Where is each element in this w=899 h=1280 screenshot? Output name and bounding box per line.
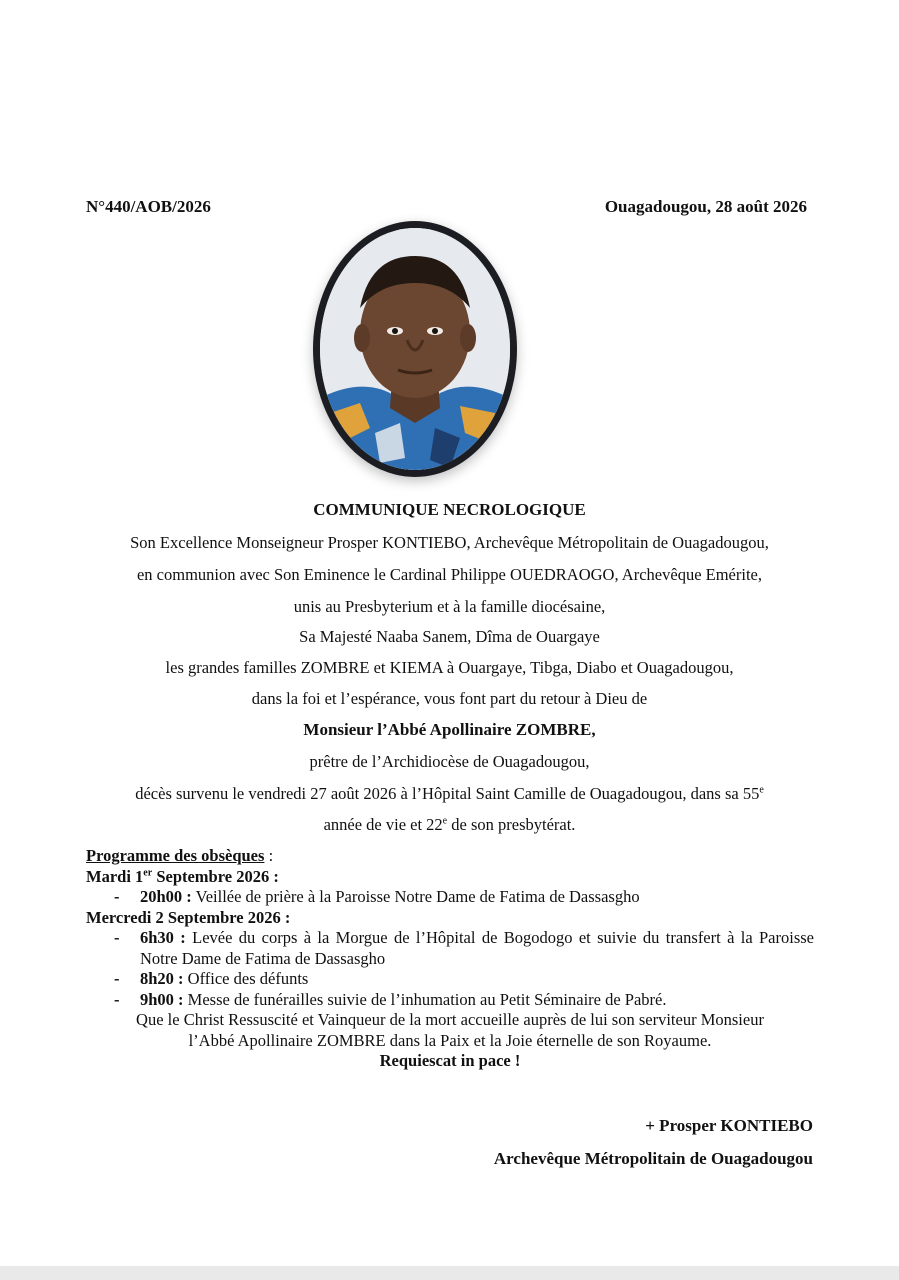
day-label: Septembre 2026 : (152, 866, 279, 886)
program-time: 6h30 : (140, 928, 186, 947)
deceased-role: prêtre de l’Archidiocèse de Ouagadougou, (309, 752, 590, 771)
bullet-dash: - (114, 887, 120, 906)
day-label: Mardi 1 (86, 866, 144, 886)
program-text: Office des défunts (183, 969, 309, 988)
announcement-line: Son Excellence Monseigneur Prosper KONTIEBO, Archevêque Métropolitain de Ouagadougou, (130, 533, 769, 552)
program-heading: Programme des obsèques (86, 846, 265, 865)
reference-number: N°440/AOB/2026 (86, 197, 211, 216)
announcement-line: unis au Presbyterium et à la famille diocésaine, (293, 597, 606, 616)
signature-title: Archevêque Métropolitain de Ouagadougou (493, 1149, 813, 1168)
death-text: décès survenu le vendredi 27 août 2026 à l’Hôpital Saint Camille de Ouagadougou, dans sa 55 (135, 784, 760, 803)
announcement-line: Sa Majesté Naaba Sanem, Dîma de Ouargaye (299, 627, 600, 646)
program-item (86, 887, 814, 908)
program-text: Messe de funérailles suivie de l’inhumation au Petit Séminaire de Pabré. (183, 989, 667, 1009)
place-date: Ouagadougou, 28 août 2026 (604, 197, 807, 216)
death-text: année de vie et 22 (323, 815, 443, 834)
program-item (86, 969, 814, 990)
bullet-dash: - (114, 989, 120, 1009)
funeral-program (86, 846, 814, 1072)
announcement-block (40, 0, 859, 1280)
program-time: 8h20 : (140, 969, 184, 988)
page-bottom-bar (0, 1266, 899, 1280)
program-day-2: Mercredi 2 Septembre 2026 : (86, 907, 291, 927)
death-notice-line (40, 815, 859, 835)
program-text: Veillée de prière à la Paroisse Notre Dame de Fatima de Dassasgho (191, 887, 640, 906)
program-item (86, 990, 814, 1011)
announcement-line: en communion avec Son Eminence le Cardinal Philippe OUEDRAOGO, Archevêque Emérite, (136, 565, 762, 584)
program-heading-suffix: : (264, 846, 274, 865)
death-text: de son presbytérat. (447, 815, 576, 834)
program-heading-row (86, 846, 814, 867)
bullet-dash: - (114, 969, 120, 988)
closing-prayer-line: l’Abbé Apollinaire ZOMBRE dans la Paix et la Joie éternelle de son Royaume. (188, 1030, 712, 1050)
death-notice-line (40, 784, 859, 804)
announcement-line: dans la foi et l’espérance, vous font part du retour à Dieu de (251, 689, 648, 708)
ordinal-suffix: e (759, 784, 764, 796)
program-time: 9h00 : (140, 989, 184, 1009)
ordinal-suffix: er (143, 867, 153, 878)
requiescat: Requiescat in pace ! (379, 1051, 521, 1070)
bullet-dash: - (114, 928, 120, 947)
ordinal-suffix: e (442, 815, 448, 827)
announcement-line: les grandes familles ZOMBRE et KIEMA à Ouargaye, Tibga, Diabo et Ouagadougou, (165, 658, 734, 677)
program-item (86, 928, 814, 969)
program-time: 20h00 : (140, 887, 192, 906)
signature-name: + Prosper KONTIEBO (645, 1116, 813, 1135)
closing-prayer-line: Que le Christ Ressuscité et Vainqueur de la mort accueille auprès de lui son serviteur Monsieur (136, 1010, 764, 1029)
deceased-name: Monsieur l’Abbé Apollinaire ZOMBRE, (303, 720, 596, 739)
program-text: Levée du corps à la Morgue de l’Hôpital de Bogodogo et suivie du transfert à la Paroisse Notre Dame de Fatima de Dassasgho (140, 928, 815, 968)
program-day-1 (86, 867, 814, 888)
document-title: COMMUNIQUE NECROLOGIQUE (313, 500, 586, 519)
